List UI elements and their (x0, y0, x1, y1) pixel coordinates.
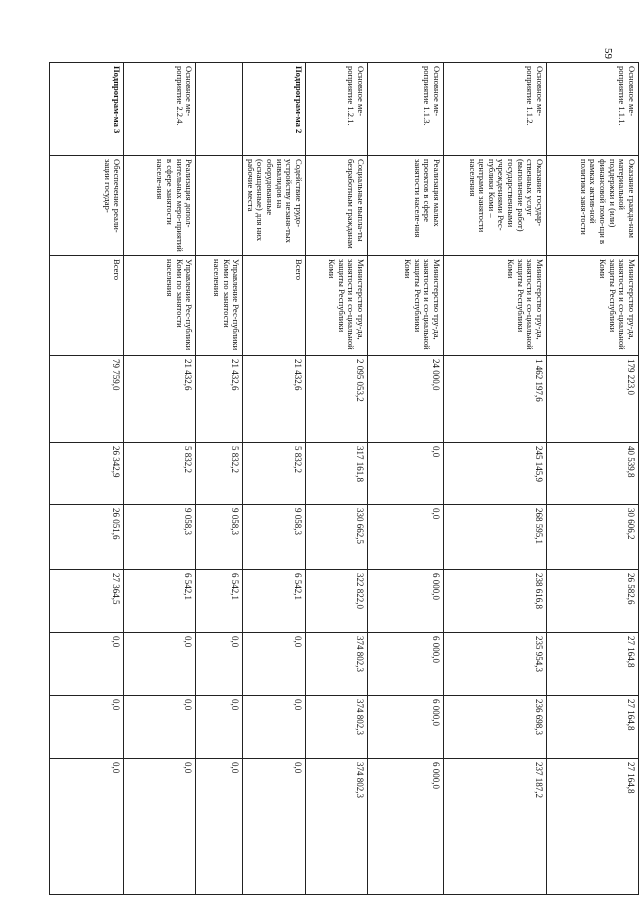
amount-cell: 237 187,2 (444, 759, 547, 895)
amount-cell: 9 058,3 (196, 505, 243, 570)
amount-cell: 40 539,8 (547, 443, 639, 505)
executor-cell: Министерство тру-да, занятости и со-циальной защиты Республики Коми (368, 256, 444, 356)
amount-cell: 317 161,8 (306, 443, 368, 505)
rotated-table-area (65, 62, 639, 894)
amount-cell: 26 051,6 (50, 505, 124, 570)
table-body (50, 63, 639, 895)
table-row (124, 63, 196, 895)
amount-cell: 0,0 (124, 696, 196, 759)
program-name-cell: Реализация допол-нительных меро-приятий в сфере занятости населе-ния (124, 156, 196, 256)
amount-cell: 236 698,3 (444, 696, 547, 759)
amount-cell: 268 595,1 (444, 505, 547, 570)
amount-cell: 238 616,8 (444, 570, 547, 633)
amount-cell: 0,0 (196, 696, 243, 759)
amount-cell: 6 542,1 (196, 570, 243, 633)
program-name-cell: Обеспечение реали-зации государ- (50, 156, 124, 256)
amount-cell: 0,0 (243, 696, 306, 759)
amount-cell: 0,0 (243, 759, 306, 895)
amount-cell: 27 164,8 (547, 696, 639, 759)
amount-cell: 0,0 (243, 633, 306, 696)
executor-cell: Управление Рес-публики Коми по занятости населения (196, 256, 243, 356)
table-row (196, 63, 243, 895)
program-code-cell: Основное ме-роприятие 1.1.2. (444, 63, 547, 156)
program-name-cell: Социальные выпла-ты безработным гражданам (306, 156, 368, 256)
amount-cell: 6 000,0 (368, 759, 444, 895)
amount-cell: 235 954,3 (444, 633, 547, 696)
amount-cell: 374 802,3 (306, 633, 368, 696)
amount-cell: 1 462 197,6 (444, 356, 547, 443)
amount-cell: 179 223,0 (547, 356, 639, 443)
amount-cell: 6 542,1 (243, 570, 306, 633)
amount-cell: 5 832,2 (243, 443, 306, 505)
amount-cell: 374 802,3 (306, 759, 368, 895)
executor-cell: Министерство тру-да, занятости и со-циальной защиты Республики Коми (306, 256, 368, 356)
program-name-cell: Реализация малых проектов в сфере занятости населе-ния (368, 156, 444, 256)
amount-cell: 0,0 (368, 505, 444, 570)
program-code-cell: Основное ме-роприятие 2.2.4. (124, 63, 196, 156)
amount-cell: 0,0 (50, 696, 124, 759)
amount-cell: 27 164,8 (547, 759, 639, 895)
program-code-cell: Подпрограм-ма 3 (50, 63, 124, 156)
amount-cell: 26 342,9 (50, 443, 124, 505)
amount-cell: 26 582,6 (547, 570, 639, 633)
amount-cell: 245 145,9 (444, 443, 547, 505)
executor-cell: Министерство тру-да, занятости и со-циальной защиты Республики Коми (547, 256, 639, 356)
amount-cell: 27 164,8 (547, 633, 639, 696)
program-name-cell: Оказание гражда-нам материальной поддержки и (или) финансовой помо-щи в рамках актив-ной политики заня-тости (547, 156, 639, 256)
amount-cell: 21 432,6 (196, 356, 243, 443)
amount-cell: 2 095 053,2 (306, 356, 368, 443)
table-row (50, 63, 124, 895)
program-name-cell: Содействие трудо-устройству незаня-тых инвалидов на оборудованные (оснащенные) для них рабочие места (243, 156, 306, 256)
table-row (306, 63, 368, 895)
executor-cell: Управление Рес-публики Коми по занятости населения (124, 256, 196, 356)
amount-cell: 6 542,1 (124, 570, 196, 633)
table-row (243, 63, 306, 895)
amount-cell: 79 759,0 (50, 356, 124, 443)
program-name-cell (196, 156, 243, 256)
amount-cell: 27 364,5 (50, 570, 124, 633)
amount-cell: 0,0 (124, 633, 196, 696)
amount-cell: 330 662,5 (306, 505, 368, 570)
amount-cell: 5 832,2 (124, 443, 196, 505)
amount-cell: 21 432,6 (124, 356, 196, 443)
program-code-cell: Подпрограм-ма 2 (243, 63, 306, 156)
program-code-cell: Основное ме-роприятие 1.2.1. (306, 63, 368, 156)
executor-cell: Всего (243, 256, 306, 356)
amount-cell: 6 000,0 (368, 633, 444, 696)
program-name-cell: Оказание государ-ственных услуг (выполнение работ) государственными учреждениями Рес-публики Коми – центрами занятости населения (444, 156, 547, 256)
amount-cell: 0,0 (368, 443, 444, 505)
amount-cell: 9 058,3 (243, 505, 306, 570)
amount-cell: 24 000,0 (368, 356, 444, 443)
table-row (444, 63, 547, 895)
table-row (368, 63, 444, 895)
amount-cell: 0,0 (196, 633, 243, 696)
executor-cell: Министерство тру-да, занятости и со-циальной защиты Республики Коми (444, 256, 547, 356)
table-row (547, 63, 639, 895)
amount-cell: 0,0 (50, 633, 124, 696)
amount-cell: 6 000,0 (368, 570, 444, 633)
amount-cell: 0,0 (50, 759, 124, 895)
program-code-cell: Основное ме-роприятие 1.1.1. (547, 63, 639, 156)
budget-table (49, 62, 639, 895)
amount-cell: 9 058,3 (124, 505, 196, 570)
amount-cell: 0,0 (196, 759, 243, 895)
program-code-cell (196, 63, 243, 156)
amount-cell: 21 432,6 (243, 356, 306, 443)
executor-cell: Всего (50, 256, 124, 356)
amount-cell: 0,0 (124, 759, 196, 895)
page-number: 59 (602, 48, 614, 59)
amount-cell: 30 606,2 (547, 505, 639, 570)
amount-cell: 322 822,0 (306, 570, 368, 633)
amount-cell: 6 000,0 (368, 696, 444, 759)
program-code-cell: Основное ме-роприятие 1.1.3. (368, 63, 444, 156)
amount-cell: 5 832,2 (196, 443, 243, 505)
amount-cell: 374 802,3 (306, 696, 368, 759)
